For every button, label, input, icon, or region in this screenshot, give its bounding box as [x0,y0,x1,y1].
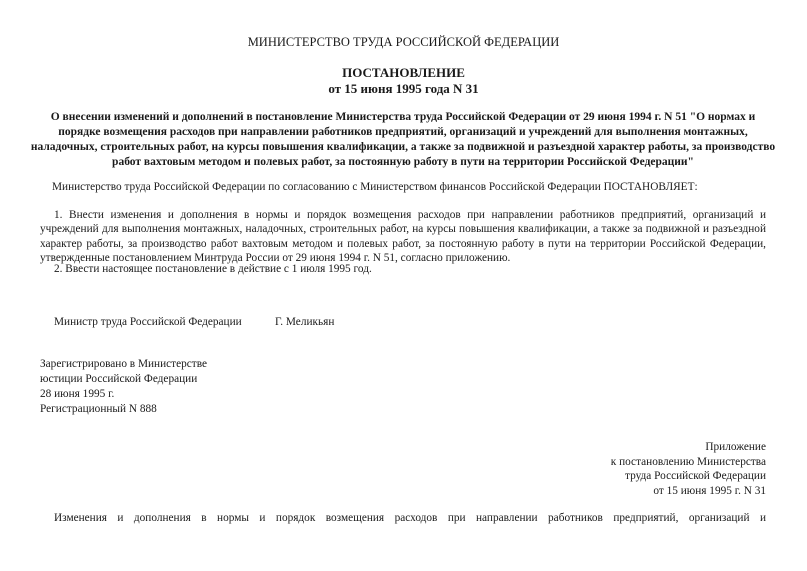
document-type: ПОСТАНОВЛЕНИЕ [342,65,465,80]
document-subject: О внесении изменений и дополнений в постановление Министерства труда Российской Федерации от 29 июня 1994 г. N 51 "О нормах и порядке возмещения расходов при направлении работников предприятий, организаций и учреждений для выполнения монтажных, наладочных, строительных работ, на курсы повышения квалификации, а также за подвижной и разъездной характер работы, за производство работ вахтовым методом и полевых работ, за постоянную работу в пути на территории Российской Федерации" [30,111,776,168]
document-date-number: от 15 июня 1995 года N 31 [328,81,479,96]
appendix-reference: труда Российской Федерации [625,470,766,482]
appendix-title: Приложение [705,441,766,453]
registration-block [40,357,207,417]
registration-line: юстиции Российской Федерации [40,373,198,385]
registration-line: Зарегистрировано в Министерстве [40,358,207,370]
signatory-name: Г. Меликьян [275,316,335,328]
registration-line: 28 июня 1995 г. [40,388,115,400]
registration-number: Регистрационный N 888 [40,403,157,415]
clause-1: 1. Внести изменения и дополнения в нормы и порядок возмещения расходов при направлении работников предприятий, организаций и учреждений для выполнения монтажных, наладочных, строительных работ, на курсы повышения квалификации, а также за подвижной и разъездной характер работы, за производство работ вахтовым методом и полевых работ, за постоянную работу в пути на территории Российской Федерации, утвержденные постановлением Минтруда России от 29 июня 1994 г. N 51, согласно приложению. [40,209,766,264]
signatory-role: Министр труда Российской Федерации [54,316,242,328]
appendix-reference: от 15 июня 1995 г. N 31 [653,484,766,497]
appendix-header [560,440,766,498]
appendix-reference: к постановлению Министерства [610,455,766,468]
appendix-text: Изменения и дополнения в нормы и порядок возмещения расходов при направлении работников предприятий, организаций и [54,512,766,524]
preamble-paragraph: Министерство труда Российской Федерации по согласованию с Министерством финансов Российской Федерации ПОСТАНОВЛЯЕТ: [52,181,698,193]
clause-2: 2. Ввести настоящее постановление в действие с 1 июля 1995 год. [54,263,372,275]
issuing-ministry: МИНИСТЕРСТВО ТРУДА РОССИЙСКОЙ ФЕДЕРАЦИИ [247,35,560,49]
